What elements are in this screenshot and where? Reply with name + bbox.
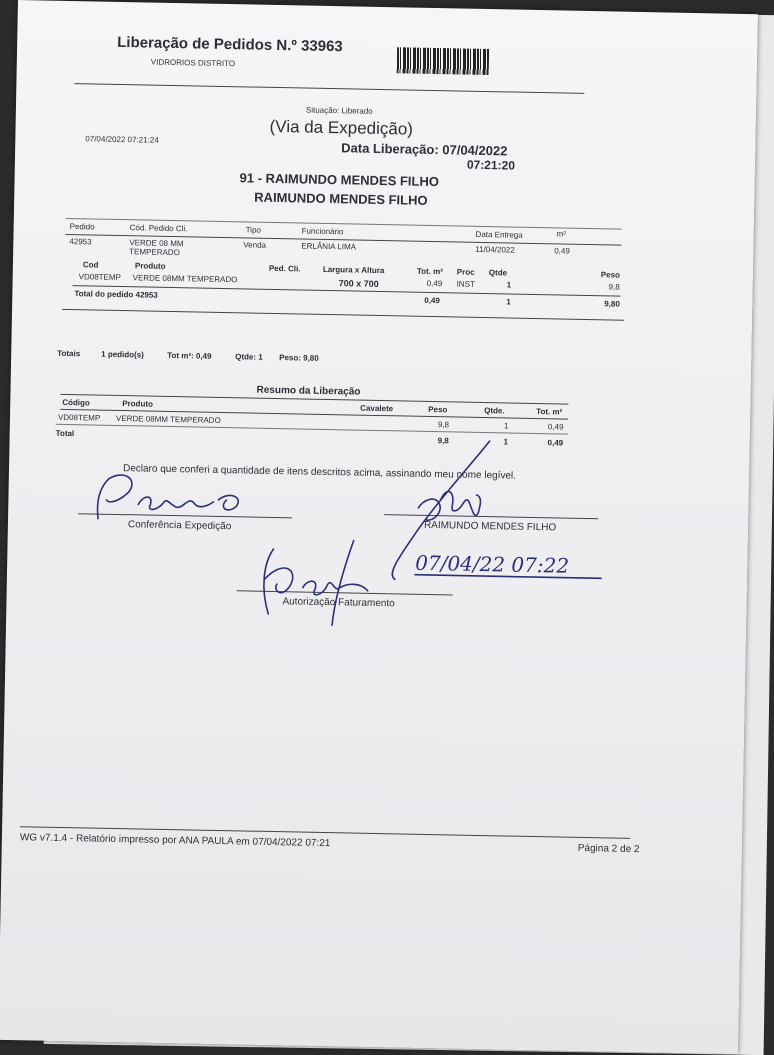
col-data-entrega: Data Entrega [475,229,523,240]
col-pedido: Pedido [69,222,95,232]
order-m2: 0,49 [554,246,570,256]
resumo-col-codigo: Código [62,397,90,408]
status-text: Situação: Liberado [305,105,373,116]
item-dimensions: 700 x 700 [338,278,379,289]
company-name: VIDRORIOS DISTRITO [150,57,236,69]
resumo-total-tot-m2: 0,49 [547,438,564,448]
signature-autorizacao-ink [242,528,384,631]
order-total-m2: 0,49 [424,295,440,306]
col-funcionario: Funcionário [301,226,344,237]
resumo-tot-m2: 0,49 [547,422,564,432]
signature-label-cliente: RAIMUNDO MENDES FILHO [423,519,557,534]
order-total-label: Total do pedido 42953 [74,289,158,300]
resumo-total-label: Total [55,428,75,439]
col-tipo: Tipo [245,225,261,235]
resumo-col-qtde: Qtde. [484,406,505,416]
item-col-cod: Cod [82,260,99,270]
signature-label-conferencia: Conferência Expedição [127,519,232,533]
client-name: RAIMUNDO MENDES FILHO [254,189,428,208]
item-col-largura-altura: Largura x Altura [322,264,385,276]
resumo-col-cavalete: Cavalete [360,403,394,414]
item-col-proc: Proc [456,267,475,277]
document-title: Liberação de Pedidos N.º 33963 [117,33,343,56]
item-qtde: 1 [506,280,512,290]
item-proc: INST [456,279,475,289]
header-divider [74,83,584,94]
item-col-qtde: Qtde [488,268,508,278]
item-col-tot-m2: Tot. m² [416,266,444,277]
item-tot-m2: 0,49 [426,278,443,289]
resumo-qtde: 1 [503,421,509,431]
footer-printed-by: WG v7.1.4 - Relatório impresso por ANA PAULA em 07/04/2022 07:21 [19,832,331,850]
signature-label-autorizacao: Autorização Faturamento [282,596,395,610]
via-title: (Via da Expedição) [269,116,414,139]
totais-peso: Peso: 9,80 [279,353,319,363]
resumo-produto: VERDE 08MM TEMPERADO [115,413,221,425]
col-m2: m² [556,229,567,239]
order-tipo: Venda [243,240,267,250]
release-time: 07:21:20 [466,157,516,173]
signature-conferencia-ink [68,463,259,527]
resumo-total-qtde: 1 [503,437,509,447]
handwritten-date-text: 07/04/22 07:22 [415,550,570,578]
order-bottom-line [62,309,624,321]
resumo-title: Resumo da Liberação [256,384,361,398]
order-data-entrega: 11/04/2022 [475,244,515,255]
item-col-produto: Produto [134,261,166,271]
totais-pedidos: 1 pedido(s) [101,349,144,360]
col-cod-pedido-cli: Cód. Pedido Cli. [129,223,188,234]
item-col-ped-cli: Ped. Cli. [268,263,301,274]
order-cod-pedido-cli [129,238,184,257]
order-total-peso: 9,80 [604,299,620,309]
handwritten-date [411,542,622,586]
footer-page-number: Página 2 de 2 [577,842,640,856]
totais-label: Totais [57,348,81,359]
resumo-peso: 9,8 [437,420,450,430]
barcode [397,47,489,75]
resumo-codigo: VD08TEMP [57,412,101,423]
order-funcionario: ERLÂNIA LIMA [301,241,357,252]
declaration-text: Declaro que conferi a quantidade de itens descritos acima, assinando meu nome legível. [122,463,517,482]
totais-m2: Tot m²: 0,49 [167,350,212,361]
item-col-peso: Peso [600,270,621,280]
order-cod-line1: VERDE 08 MM [129,238,184,249]
client-code-name: 91 - RAIMUNDO MENDES FILHO [239,170,440,190]
item-cod: VD08TEMP [78,272,122,283]
resumo-col-tot-m2: Tot. m² [536,407,563,417]
printed-timestamp: 07/04/2022 07:21:24 [85,134,159,145]
release-date: Data Liberação: 07/04/2022 [341,140,508,159]
item-produto: VERDE 08MM TEMPERADO [132,273,238,285]
order-cod-line2: TEMPERADO [129,247,180,258]
resumo-total-peso: 9,8 [437,436,449,446]
order-total-qtde: 1 [506,297,511,307]
totais-qtde: Qtde: 1 [235,352,263,362]
resumo-col-peso: Peso [428,404,448,415]
resumo-col-produto: Produto [122,399,154,409]
item-peso: 9,8 [608,282,620,292]
order-pedido: 42953 [69,237,92,247]
